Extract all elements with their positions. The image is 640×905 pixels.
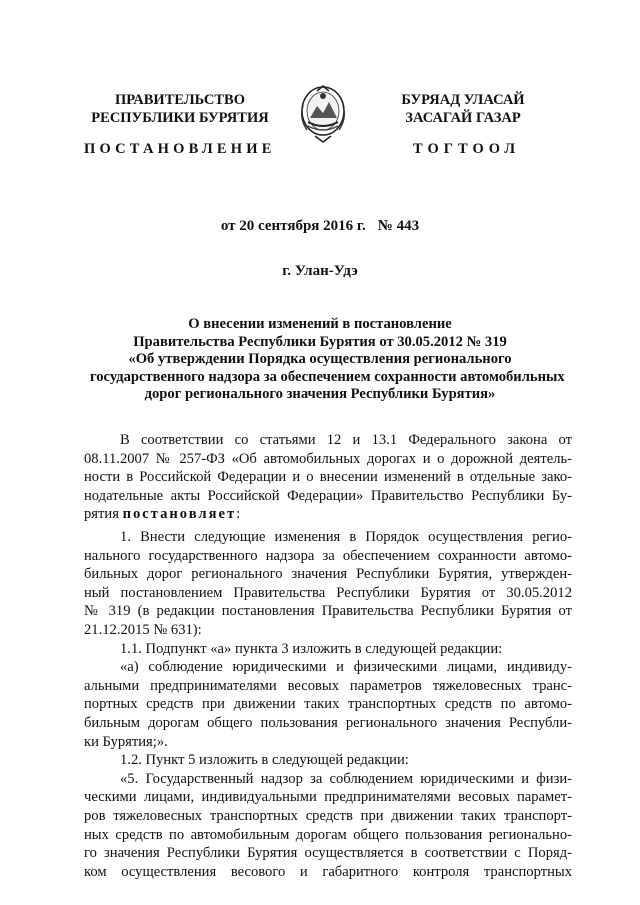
item-line: ров тяжеловесных транспортных средств при движении таких транспорт-: [84, 807, 572, 824]
item-line: 1. Внести следующие изменения в Порядок осуществления регио-: [120, 529, 572, 545]
header-right-line2: ЗАСАГАЙ ГАЗАР: [405, 110, 521, 126]
header-left-line1: ПРАВИТЕЛЬСТВО: [115, 92, 245, 108]
item-line: альными предпринимателями весовых параметров тяжеловесных транс-: [84, 677, 572, 694]
title-line: «Об утверждении Порядка осуществления регионального: [128, 351, 512, 367]
item-line: «а) соблюдение юридическими и физическими лицами, индивиду-: [120, 659, 572, 676]
header-left-line2: РЕСПУБЛИКИ БУРЯТИЯ: [91, 110, 269, 126]
item-line: 1.2. Пункт 5 изложить в следующей редакции:: [120, 752, 409, 769]
item-line: ком осуществления весового и габаритного контроля транспортных: [84, 863, 572, 880]
item-line: бильным дорогам общего пользования регионального значения Республи-: [84, 714, 572, 731]
item-line: бильных дорог регионального значения Республики Бурятия, утвержден-: [84, 566, 572, 583]
doc-type-right: ТОГТООЛ: [413, 141, 521, 157]
preamble-colon: :: [236, 506, 241, 523]
document-number: № 443: [377, 218, 420, 234]
preamble-line: 08.11.2007 № 257-ФЗ «Об автомобильных дорогах и о дорожной деятель-: [84, 450, 572, 467]
preamble-end: рятия: [84, 506, 123, 523]
preamble-paragraph: [84, 431, 572, 524]
preamble-line: ности в Российской Федерации и о внесении изменений в отдельные зако-: [84, 469, 572, 486]
item-line: ных средств по автомобильным дорогам общего пользования регионально-: [84, 826, 572, 843]
document-date: от 20 сентября 2016 г.: [220, 218, 366, 234]
item-line: 1.1. Подпункт «а» пункта 3 изложить в следующей редакции:: [120, 640, 503, 657]
title-line: государственного надзора за обеспечением сохранности автомобильных: [90, 368, 565, 385]
item-line: № 319 (в редакции постановления Правительства Республики Бурятия от: [84, 603, 572, 620]
doc-type-left: ПОСТАНОВЛЕНИЕ: [84, 141, 276, 157]
item-line: ческими лицами, индивидуальными предпринимателями весовых парамет-: [84, 789, 572, 806]
resolves-word: постановляет: [122, 506, 237, 523]
preamble-line: [84, 505, 572, 524]
title-line: О внесении изменений в постановление: [188, 316, 452, 332]
preamble-line: В соответствии со статьями 12 и 13.1 Федерального закона от: [120, 432, 572, 448]
item-line: портных средств при движении таких транспортных средств по автомо-: [84, 696, 572, 713]
header-right-line1: БУРЯАД УЛАСАЙ: [401, 92, 525, 108]
item-line: го значения Республики Бурятия осуществляется в соответствии с Поряд-: [84, 845, 572, 862]
item-line: ки Бурятия;».: [84, 733, 168, 750]
item-line: 21.12.2015 № 631):: [84, 621, 202, 638]
item-line: «5. Государственный надзор за соблюдением юридическими и физи-: [120, 770, 572, 787]
city: г. Улан-Удэ: [282, 263, 358, 279]
title-line: дорог регионального значения Республики Бурятия»: [144, 386, 496, 402]
header-left: [75, 91, 285, 127]
item-line: нального государственного надзора за обеспечением сохранности автомо-: [84, 547, 572, 564]
dateline: [0, 218, 640, 235]
republic-coat-of-arms-icon: [297, 84, 349, 144]
document-title: [90, 316, 565, 404]
item-line: ный постановлением Правительства Республики Бурятия от 30.05.2012: [84, 584, 572, 601]
header-right: [378, 91, 548, 127]
preamble-line: нодательные акты Российской Федерации» Правительство Республики Бу-: [84, 487, 572, 504]
title-line: Правительства Республики Бурятия от 30.05.2012 № 319: [133, 333, 507, 350]
item1-section: [84, 528, 572, 881]
